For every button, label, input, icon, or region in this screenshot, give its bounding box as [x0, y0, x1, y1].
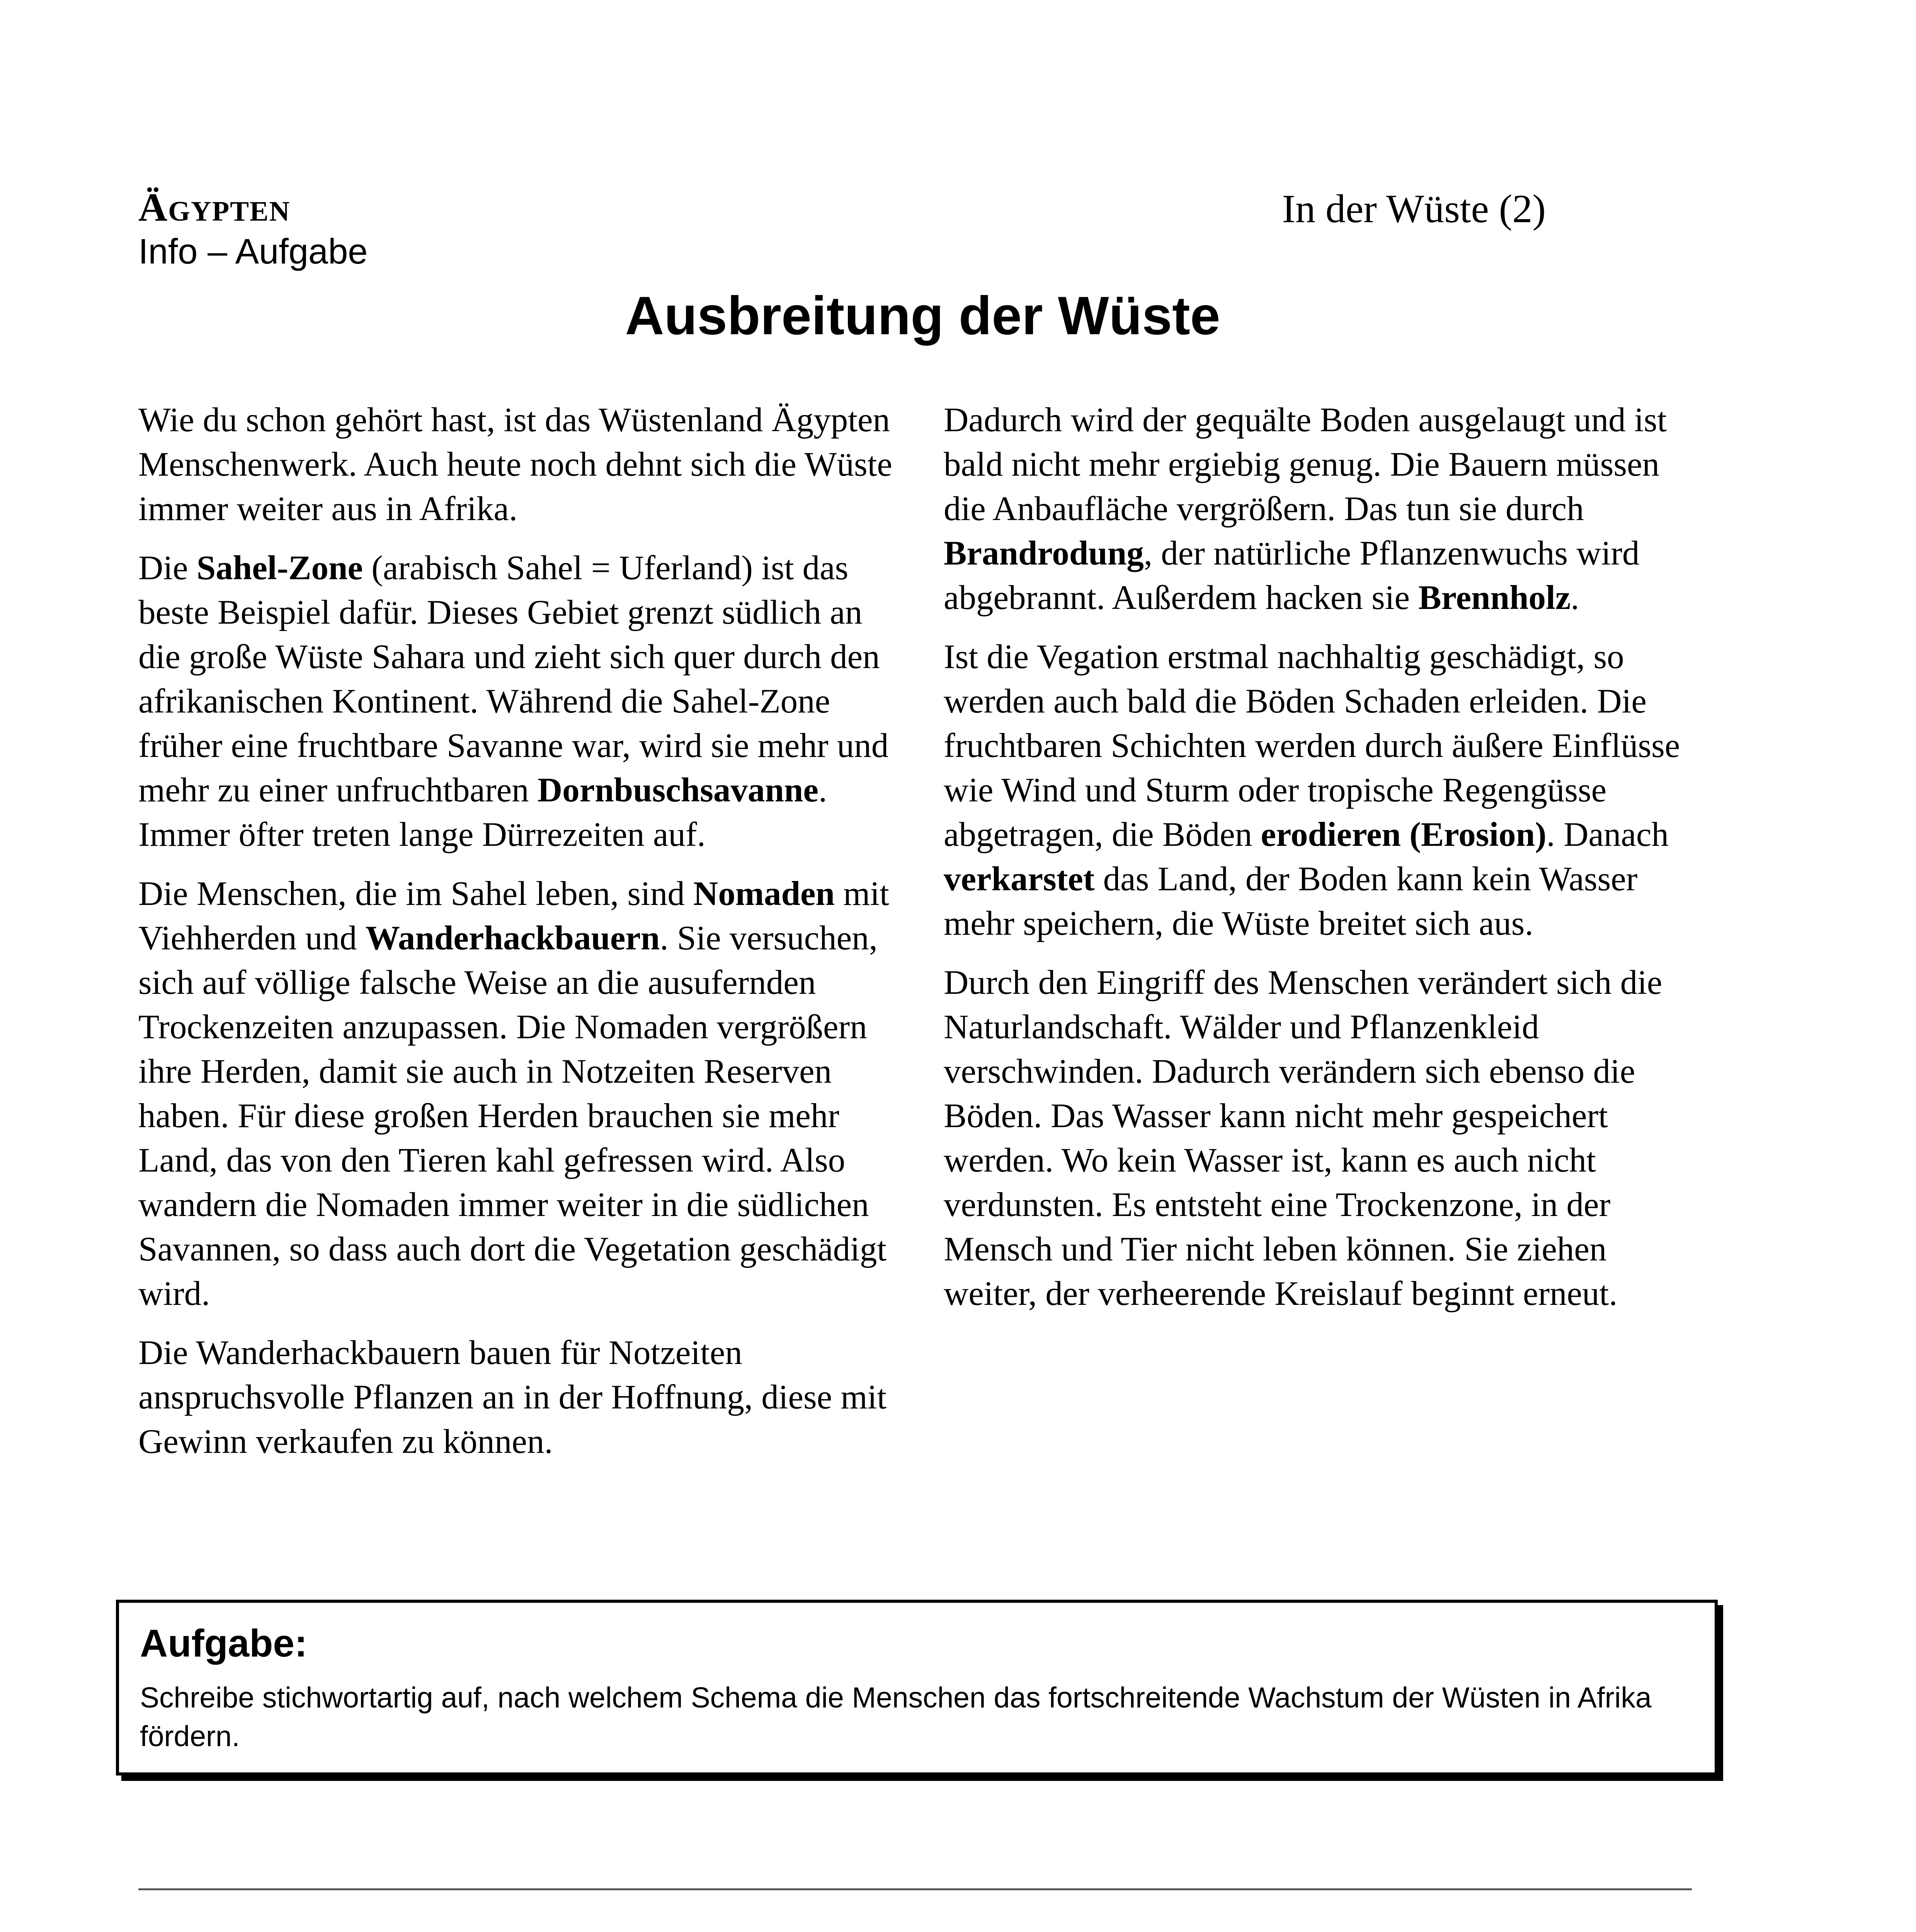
answer-line[interactable]: [138, 1888, 1692, 1890]
header-left: [138, 185, 368, 274]
paragraph-sahel: [138, 546, 896, 857]
term-wanderhackbauern: Wanderhackbauern: [365, 919, 660, 957]
term-dornbuschsavanne: Dornbuschsavanne: [537, 771, 818, 809]
task-box: [116, 1600, 1718, 1776]
paragraph-cycle: Durch den Eingriff des Menschen verändert sich die Naturlandschaft. Wälder und Pflanzenkleid verschwinden. Dadurch verändern sich ebenso die Böden. Das Wasser kann nicht mehr gespeichert werden. Wo kein Wasser ist, kann es auch nicht verdunsten. Es entsteht eine Trockenzone, in der Mensch und Tier nicht leben können. Sie ziehen weiter, der verheerende Kreislauf beginnt erneut.: [944, 964, 1662, 1313]
category-label: Info – Aufgabe: [138, 232, 368, 272]
task-text: Schreibe stichwortartig auf, nach welchem Schema die Menschen das fortschreitende Wachstum der Wüsten in Afrika fördern.: [140, 1681, 1652, 1752]
term-verkarstet: verkarstet: [944, 860, 1095, 898]
paragraph-farmers-cont: [944, 398, 1701, 620]
page-title: Ausbreitung der Wüste: [625, 285, 1220, 346]
text-run: . Danach: [1546, 816, 1669, 854]
paragraph-erosion: [944, 635, 1701, 946]
text-column-right: [944, 398, 1701, 1331]
term-nomaden: Nomaden: [693, 875, 835, 913]
term-erosion: erodieren (Erosion): [1261, 816, 1547, 854]
paragraph-nomads: [138, 872, 896, 1316]
text-run: , der natürliche Pflanzenwuchs wird abgebrannt. Außerdem hacken sie: [944, 534, 1640, 617]
subject-heading: Ägypten: [138, 185, 291, 230]
text-run: mit Viehherden und: [138, 875, 889, 957]
text-run: (arabisch Sahel = Uferland) ist das beste Beispiel dafür. Dieses Gebiet grenzt südlich an die große Wüste Sahara und zieht sich quer durch den afrikanischen Kontinent. Während die Sahel-Zone früher eine fruchtbare Savanne war, wird sie mehr und mehr zu einer unfruchtbaren: [138, 549, 889, 809]
text-run: Ist die Vegation erstmal nachhaltig geschädigt, so werden auch bald die Böden Schaden erleiden. Die fruchtbaren Schichten werden durch äußere Einflüsse wie Wind und Sturm oder tropische Regengüsse abgetragen, die Böden: [944, 638, 1680, 854]
text-run: . Immer öfter treten lange Dürrezeiten auf.: [138, 771, 827, 854]
text-run: .: [1571, 579, 1579, 617]
text-run: Dadurch wird der gequälte Boden ausgelaugt und ist bald nicht mehr ergiebig genug. Die Bauern müssen die Anbaufläche vergrößern. Das tun sie durch: [944, 401, 1667, 528]
text-run: Die Menschen, die im Sahel leben, sind: [138, 875, 694, 913]
paragraph-intro: Wie du schon gehört hast, ist das Wüstenland Ägypten Menschenwerk. Auch heute noch dehnt sich die Wüste immer weiter aus in Afrika.: [138, 401, 892, 528]
task-title: Aufgabe:: [140, 1622, 308, 1665]
text-run: das Land, der Boden kann kein Wasser mehr speichern, die Wüste breitet sich aus.: [944, 860, 1638, 942]
term-sahel-zone: Sahel-Zone: [196, 549, 363, 587]
topic-label: In der Wüste (2): [1282, 187, 1546, 231]
text-run: . Sie versuchen, sich auf völlige falsche Weise an die ausufernden Trockenzeiten anzupassen. Die Nomaden vergrößern ihre Herden, damit sie auch in Notzeiten Reserven haben. Für diese großen Herden brauchen sie mehr Land, das von den Tieren kahl gefressen wird. Also wandern die Nomaden immer weiter in die südlichen Savannen, so dass auch dort die Vegetation geschädigt wird.: [138, 919, 887, 1313]
paragraph-farmers-start: Die Wanderhackbauern bauen für Notzeiten anspruchsvolle Pflanzen an in der Hoffnung, diese mit Gewinn verkaufen zu können.: [138, 1334, 887, 1461]
term-brandrodung: Brandrodung: [944, 534, 1144, 572]
text-run: Die: [138, 549, 197, 587]
text-column-left: [138, 398, 896, 1479]
term-brennholz: Brennholz: [1418, 579, 1571, 617]
